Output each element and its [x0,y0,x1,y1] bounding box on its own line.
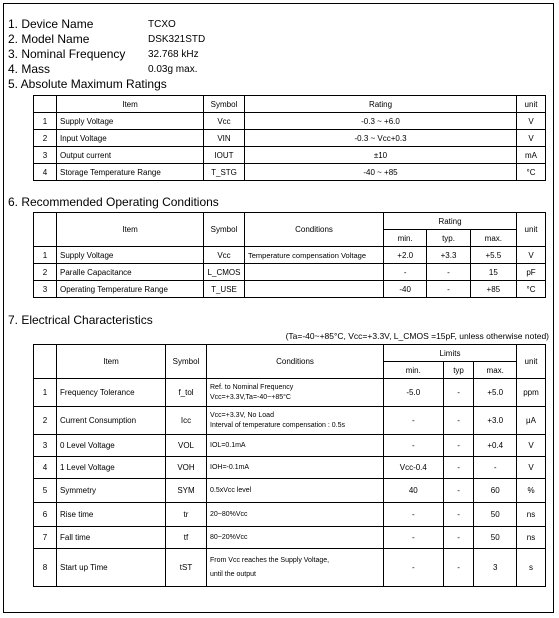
info-model-name: 2. Model Name DSK321STD [8,32,206,46]
th-unit: unit [517,213,546,247]
section-title-elec: 7. Electrical Characteristics [8,313,153,327]
th-item: Item [57,213,204,247]
table-row: 2 Paralle Capacitance L_CMOS - - 15 pF [34,264,546,281]
th-conditions: Conditions [207,345,384,379]
th-max: max. [470,230,516,247]
table-row: 8 Start up Time tST From Vcc reaches the Supply Voltage, until the output - - 3 s [34,549,546,587]
th-limits: Limits [384,345,517,362]
table-row: 1 Supply Voltage Vcc -0.3 ~ +6.0 V [34,113,546,130]
table-row: 2 Input Voltage VIN -0.3 ~ Vcc+0.3 V [34,130,546,147]
th-min: min. [384,230,427,247]
table-row: 7 Fall time tf 80~20%Vcc - - 50 ns [34,527,546,549]
elec-char-table [33,344,546,587]
rec-op-table [33,212,546,298]
table-row: 6 Rise time tr 20~80%Vcc - - 50 ns [34,503,546,527]
th-typ: typ [443,362,474,379]
table-row: 2 Current Consumption Icc Vcc=+3.3V, No Load Interval of temperature compensation : 0.5s - - +3.0 μA [34,407,546,435]
th-symbol: Symbol [204,96,245,113]
table-row: 3 Operating Temperature Range T_USE -40 - +85 °C [34,281,546,298]
th-min: min. [384,362,444,379]
info-device-name: 1. Device Name TCXO [8,17,176,31]
info-value: DSK321STD [148,34,206,45]
section-title-rec: 6. Recommended Operating Conditions [8,195,219,209]
th-unit: unit [517,96,546,113]
info-value: TCXO [148,19,176,30]
th-unit: unit [517,345,546,379]
info-value: 0.03g max. [148,64,198,75]
section-title-abs: 5. Absolute Maximum Ratings [8,77,167,91]
info-value: 32.768 kHz [148,49,199,60]
table-row: 3 0 Level Voltage VOL IOL=0.1mA - - +0.4 V [34,435,546,457]
th-item: Item [57,345,166,379]
th-rating: Rating [384,213,517,230]
table-row: 3 Output current IOUT ±10 mA [34,147,546,164]
conditions-note: (Ta=-40~+85°C, Vcc=+3.3V, L_CMOS =15pF, unless otherwise noted) [285,331,549,341]
th-typ: typ. [427,230,470,247]
table-row: 1 Supply Voltage Vcc Temperature compensation Voltage +2.0 +3.3 +5.5 V [34,247,546,264]
th-rating: Rating [245,96,517,113]
abs-max-table [33,95,546,181]
th-item: Item [57,96,204,113]
info-mass: 4. Mass 0.03g max. [8,62,198,76]
info-nominal-frequency: 3. Nominal Frequency 32.768 kHz [8,47,199,61]
table-row: 1 Frequency Tolerance f_tol Ref. to Nominal Frequency Vcc=+3.3V,Ta=-40~+85°C -5.0 - +5.0 ppm [34,379,546,407]
th-conditions: Conditions [245,213,384,247]
th-symbol: Symbol [204,213,245,247]
th-max: max. [474,362,517,379]
table-row: 4 Storage Temperature Range T_STG -40 ~ +85 °C [34,164,546,181]
table-row: 4 1 Level Voltage VOH IOH=-0.1mA Vcc-0.4 - - V [34,457,546,479]
th-symbol: Symbol [166,345,207,379]
table-row: 5 Symmetry SYM 0.5xVcc level 40 - 60 % [34,479,546,503]
